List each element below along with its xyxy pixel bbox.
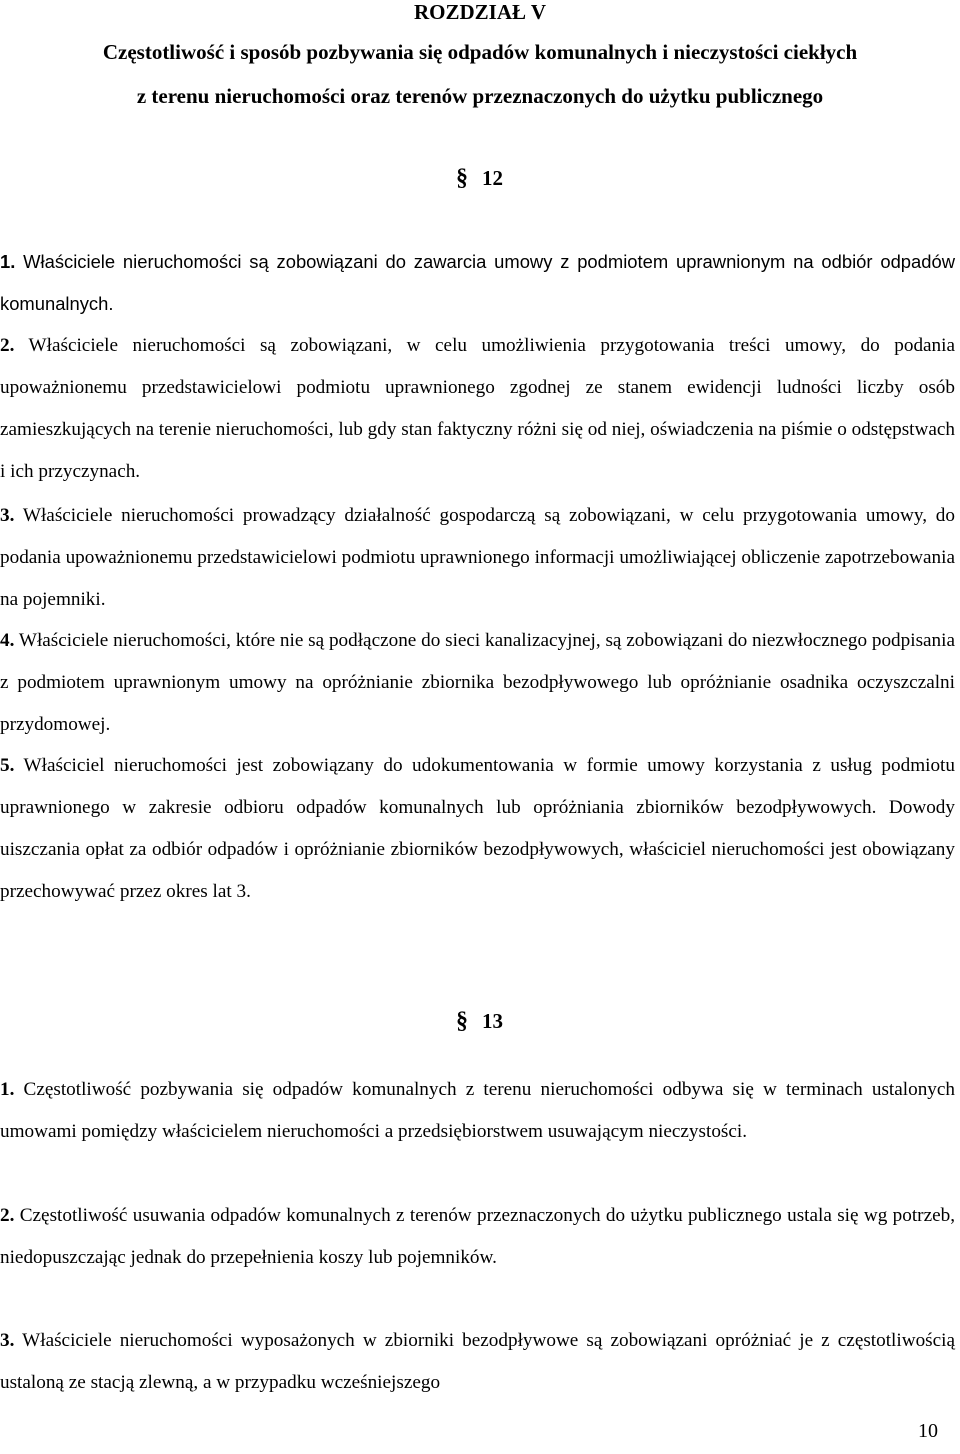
paragraph-text: Właściciele nieruchomości, które nie są podłączone do sieci kanalizacyjnej, są zobowiązani do niezwłocznego podpisania z podmiotem uprawnionym umowy na opróżnianie zbiornika bezodpływowego lub opróżnianie osadnika oczyszczalni przydomowej. bbox=[0, 630, 955, 735]
paragraph-12-3 bbox=[0, 495, 955, 621]
paragraph-number: 1. bbox=[0, 1079, 15, 1100]
paragraph-text: Częstotliwość usuwania odpadów komunalnych z terenów przeznaczonych do użytku publicznego ustala się wg potrzeb, niedopuszczając jednak do przepełnienia koszy lub pojemników. bbox=[0, 1205, 955, 1268]
paragraph-text: Właściciele nieruchomości prowadzący działalność gospodarczą są zobowiązani, w celu przygotowania umowy, do podania upoważnionemu przedstawicielowi podmiotu uprawnionego informacji umożliwiającej obliczenie zapotrzebowania na pojemniki. bbox=[0, 505, 955, 610]
section-number: 13 bbox=[482, 1009, 503, 1033]
paragraph-text: Właściciele nieruchomości wyposażonych w zbiorniki bezodpływowe są zobowiązani opróżniać je z częstotliwością ustaloną ze stacją zlewną, a w przypadku wcześniejszego bbox=[0, 1330, 955, 1393]
paragraph-number: 2. bbox=[0, 335, 15, 356]
paragraph-text: Właściciele nieruchomości są zobowiązani do zawarcia umowy z podmiotem uprawnionym na odbiór odpadów komunalnych. bbox=[0, 251, 955, 314]
paragraph-12-5 bbox=[0, 745, 955, 913]
paragraph-number: 3. bbox=[0, 505, 15, 526]
paragraph-text: Właściciel nieruchomości jest zobowiązany do udokumentowania w formie umowy korzystania z usług podmiotu uprawnionego w zakresie odbioru odpadów komunalnych lub opróżniania zbiorników bezodpływowych. Dowody uiszczania opłat za odbiór odpadów i opróżnianie zbiorników bezodpływowych, właściciel nieruchomości jest obowiązany przechowywać przez okres lat 3. bbox=[0, 755, 955, 902]
paragraph-12-1 bbox=[0, 241, 955, 325]
paragraph-number: 1. bbox=[0, 251, 16, 272]
chapter-subtitle-line2: z terenu nieruchomości oraz terenów przeznaczonych do użytku publicznego bbox=[136, 84, 824, 108]
paragraph-text: Właściciele nieruchomości są zobowiązani, w celu umożliwienia przygotowania treści umowy, do podania upoważnionemu przedstawicielowi podmiotu uprawnionego zgodnej ze stanem ewidencji ludności liczby osób zamieszkujących na terenie nieruchomości, lub gdy stan faktyczny różni się od niej, oświadczenia na piśmie o odstępstwach i ich przyczynach. bbox=[0, 335, 955, 482]
paragraph-13-3 bbox=[0, 1320, 955, 1404]
chapter-subtitle-line1: Częstotliwość i sposób pozbywania się odpadów komunalnych i nieczystości ciekłych bbox=[102, 40, 858, 64]
chapter-title: ROZDZIAŁ V bbox=[413, 0, 547, 24]
paragraph-number: 5. bbox=[0, 755, 15, 776]
section-heading-12 bbox=[456, 165, 503, 192]
paragraph-13-2 bbox=[0, 1195, 955, 1279]
paragraph-12-4 bbox=[0, 620, 955, 746]
page-number: 10 bbox=[918, 1420, 938, 1442]
section-symbol: § bbox=[456, 165, 468, 191]
paragraph-number: 2. bbox=[0, 1205, 15, 1226]
paragraph-text: Częstotliwość pozbywania się odpadów komunalnych z terenu nieruchomości odbywa się w terminach ustalonych umowami pomiędzy właścicielem nieruchomości a przedsiębiorstwem usuwającym nieczystości. bbox=[0, 1079, 955, 1142]
paragraph-13-1 bbox=[0, 1069, 955, 1153]
paragraph-number: 4. bbox=[0, 630, 15, 651]
section-heading-13 bbox=[456, 1008, 503, 1035]
section-number: 12 bbox=[482, 166, 503, 190]
paragraph-12-2 bbox=[0, 325, 955, 493]
section-symbol: § bbox=[456, 1008, 468, 1034]
paragraph-number: 3. bbox=[0, 1330, 15, 1351]
